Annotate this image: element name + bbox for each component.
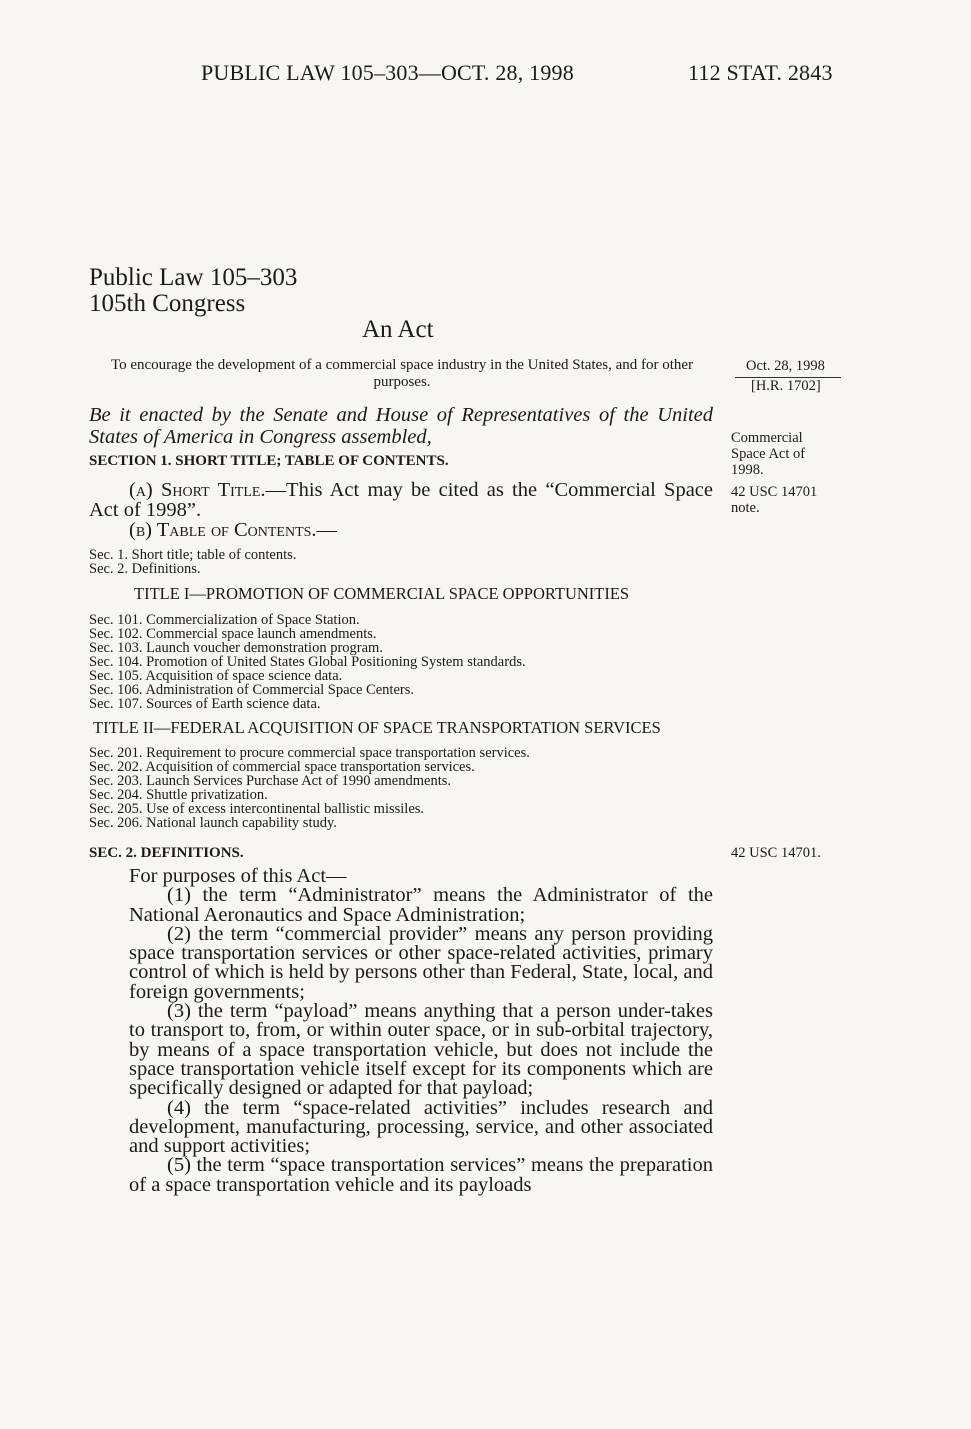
congress-label: 105th Congress [89, 290, 246, 317]
toc-entry: Sec. 204. Shuttle privatization. [89, 787, 268, 803]
toc-general-list [89, 548, 296, 576]
act-purpose: To encourage the development of a commercial space industry in the United States, and for other purposes. [110, 357, 694, 390]
definitions-intro: For purposes of this Act— [129, 865, 347, 887]
definitions-body [89, 867, 713, 1195]
toc-title-2-list [89, 746, 530, 830]
table-of-contents-label [129, 520, 337, 540]
toc-entry: Sec. 1. Short title; table of contents. [89, 547, 297, 563]
toc-label-text: (b) Table of Contents. [129, 519, 317, 541]
definition-item: (3) the term “payload” means anything that a person under-takes to transport to, from, or within outer space, or in sub-orbital trajectory, by means of a space transportation vehicle, but does not include the space transportation vehicle itself except for its components which are specifically designed or adapted for that payload; [129, 1000, 713, 1100]
toc-entry: Sec. 205. Use of excess intercontinental ballistic missiles. [89, 801, 425, 817]
toc-title-1-list [89, 613, 526, 711]
toc-title-1-heading: TITLE I—PROMOTION OF COMMERCIAL SPACE OPPORTUNITIES [134, 584, 630, 603]
toc-entry: Sec. 102. Commercial space launch amendments. [89, 626, 377, 642]
section-2-heading: SEC. 2. DEFINITIONS. [89, 845, 244, 861]
margin-usc-note: 42 USC 14701 note. [731, 484, 818, 516]
toc-entry: Sec. 202. Acquisition of commercial space transportation services. [89, 759, 475, 775]
definition-item: (5) the term “space transportation services” means the preparation of a space transportation vehicle and its payloads [129, 1154, 713, 1196]
public-law-title: Public Law 105–303 [89, 264, 298, 291]
section-1-heading: SECTION 1. SHORT TITLE; TABLE OF CONTENTS. [89, 453, 449, 469]
running-head-right: 112 STAT. 2843 [688, 60, 833, 85]
margin-bill-number: [H.R. 1702] [751, 378, 821, 394]
toc-entry: Sec. 103. Launch voucher demonstration program. [89, 640, 383, 656]
running-head-left: PUBLIC LAW 105–303—OCT. 28, 1998 [201, 60, 574, 85]
toc-entry: Sec. 2. Definitions. [89, 561, 201, 577]
act-heading: An Act [362, 316, 434, 343]
margin-date: Oct. 28, 1998 [746, 358, 825, 374]
toc-entry: Sec. 107. Sources of Earth science data. [89, 696, 321, 712]
toc-entry: Sec. 203. Launch Services Purchase Act of 1990 amendments. [89, 773, 452, 789]
enacting-clause: Be it enacted by the Senate and House of Representatives of the United States of America in Congress assembled, [89, 404, 713, 448]
short-title-paragraph [89, 480, 713, 520]
short-title-text: —This Act may be cited as the “Commercial Space Act of 1998”. [89, 479, 713, 521]
toc-entry: Sec. 105. Acquisition of space science data. [89, 668, 343, 684]
margin-short-title-note: Commercial Space Act of 1998. [731, 430, 806, 478]
toc-entry: Sec. 104. Promotion of United States Global Positioning System standards. [89, 654, 526, 670]
toc-label-dash: — [316, 519, 338, 541]
toc-entry: Sec. 101. Commercialization of Space Station. [89, 612, 360, 628]
toc-title-2-heading: TITLE II—FEDERAL ACQUISITION OF SPACE TRANSPORTATION SERVICES [93, 718, 661, 737]
toc-entry: Sec. 201. Requirement to procure commercial space transportation services. [89, 745, 530, 761]
toc-entry: Sec. 206. National launch capability study. [89, 815, 337, 831]
definition-item: (1) the term “Administrator” means the Administrator of the National Aeronautics and Space Administration; [129, 884, 713, 926]
margin-usc-citation: 42 USC 14701. [731, 845, 821, 861]
definition-item: (4) the term “space-related activities” includes research and development, manufacturing, processing, service, and other associated and support activities; [129, 1096, 713, 1158]
short-title-label: (a) Short Title. [129, 479, 266, 501]
definition-item: (2) the term “commercial provider” means any person providing space transportation services or other space-related activities, primary control of which is held by persons other than Federal, State, local, and foreign governments; [129, 922, 713, 1003]
toc-entry: Sec. 106. Administration of Commercial Space Centers. [89, 682, 414, 698]
